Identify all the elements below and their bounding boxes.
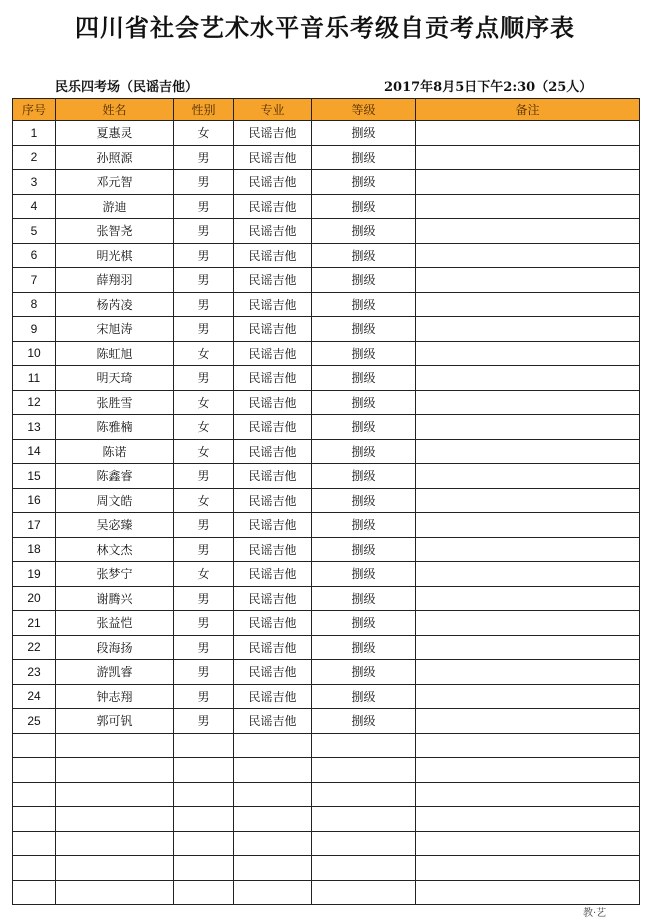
empty-cell <box>174 758 234 783</box>
candidate-level: 捌级 <box>312 194 416 219</box>
row-number: 5 <box>13 219 56 244</box>
empty-cell <box>13 782 56 807</box>
candidate-name: 陈鑫睿 <box>56 464 174 489</box>
candidate-level: 捌级 <box>312 513 416 538</box>
candidate-name: 钟志翔 <box>56 684 174 709</box>
candidate-level: 捌级 <box>312 684 416 709</box>
candidate-level: 捌级 <box>312 709 416 734</box>
candidate-level: 捌级 <box>312 635 416 660</box>
empty-cell <box>312 733 416 758</box>
candidate-gender: 男 <box>174 366 234 391</box>
candidate-major: 民谣吉他 <box>234 317 312 342</box>
candidate-name: 吴宓臻 <box>56 513 174 538</box>
candidate-table <box>12 98 640 905</box>
exam-room-label: 民乐四考场（民谣吉他） <box>55 80 199 95</box>
row-number: 16 <box>13 488 56 513</box>
candidate-gender: 男 <box>174 660 234 685</box>
empty-cell <box>174 807 234 832</box>
candidate-note <box>416 464 640 489</box>
candidate-level: 捌级 <box>312 415 416 440</box>
empty-cell <box>56 733 174 758</box>
row-number: 15 <box>13 464 56 489</box>
candidate-level: 捌级 <box>312 562 416 587</box>
row-number: 1 <box>13 121 56 146</box>
candidate-note <box>416 317 640 342</box>
candidate-name: 郭可钒 <box>56 709 174 734</box>
empty-cell <box>234 880 312 905</box>
empty-cell <box>416 782 640 807</box>
empty-cell <box>56 807 174 832</box>
candidate-note <box>416 586 640 611</box>
table-row <box>13 660 640 685</box>
empty-row <box>13 733 640 758</box>
candidate-note <box>416 194 640 219</box>
candidate-gender: 男 <box>174 586 234 611</box>
candidate-note <box>416 341 640 366</box>
candidate-gender: 男 <box>174 292 234 317</box>
row-number: 13 <box>13 415 56 440</box>
row-number: 23 <box>13 660 56 685</box>
candidate-name: 孙照源 <box>56 145 174 170</box>
table-header-row <box>13 99 640 121</box>
candidate-gender: 女 <box>174 121 234 146</box>
table-row <box>13 145 640 170</box>
empty-cell <box>234 733 312 758</box>
row-number: 9 <box>13 317 56 342</box>
candidate-level: 捌级 <box>312 170 416 195</box>
candidate-level: 捌级 <box>312 464 416 489</box>
candidate-note <box>416 219 640 244</box>
row-number: 6 <box>13 243 56 268</box>
candidate-gender: 男 <box>174 194 234 219</box>
table-row <box>13 562 640 587</box>
candidate-gender: 男 <box>174 170 234 195</box>
empty-cell <box>416 831 640 856</box>
candidate-gender: 女 <box>174 562 234 587</box>
candidate-name: 邓元智 <box>56 170 174 195</box>
table-row <box>13 390 640 415</box>
page-title: 四川省社会艺术水平音乐考级自贡考点顺序表 <box>75 14 575 42</box>
table-row <box>13 586 640 611</box>
candidate-gender: 女 <box>174 341 234 366</box>
candidate-level: 捌级 <box>312 537 416 562</box>
table-row <box>13 684 640 709</box>
candidate-gender: 男 <box>174 709 234 734</box>
candidate-major: 民谣吉他 <box>234 292 312 317</box>
candidate-note <box>416 537 640 562</box>
candidate-name: 宋旭涛 <box>56 317 174 342</box>
candidate-major: 民谣吉他 <box>234 390 312 415</box>
table-row <box>13 121 640 146</box>
candidate-note <box>416 439 640 464</box>
empty-cell <box>416 758 640 783</box>
candidate-level: 捌级 <box>312 488 416 513</box>
candidate-major: 民谣吉他 <box>234 170 312 195</box>
row-number: 14 <box>13 439 56 464</box>
empty-cell <box>56 831 174 856</box>
row-number: 18 <box>13 537 56 562</box>
candidate-level: 捌级 <box>312 121 416 146</box>
table-row <box>13 170 640 195</box>
empty-cell <box>56 856 174 881</box>
table-row <box>13 415 640 440</box>
candidate-name: 张胜雪 <box>56 390 174 415</box>
row-number: 21 <box>13 611 56 636</box>
empty-row <box>13 856 640 881</box>
candidate-level: 捌级 <box>312 341 416 366</box>
candidate-note <box>416 513 640 538</box>
empty-cell <box>174 831 234 856</box>
row-number: 4 <box>13 194 56 219</box>
candidate-note <box>416 170 640 195</box>
table-row <box>13 366 640 391</box>
candidate-major: 民谣吉他 <box>234 635 312 660</box>
candidate-note <box>416 243 640 268</box>
empty-cell <box>312 856 416 881</box>
candidate-name: 游迪 <box>56 194 174 219</box>
empty-row <box>13 758 640 783</box>
candidate-major: 民谣吉他 <box>234 243 312 268</box>
row-number: 20 <box>13 586 56 611</box>
table-row <box>13 513 640 538</box>
candidate-level: 捌级 <box>312 292 416 317</box>
candidate-note <box>416 268 640 293</box>
row-number: 3 <box>13 170 56 195</box>
empty-cell <box>312 807 416 832</box>
candidate-gender: 男 <box>174 317 234 342</box>
row-number: 7 <box>13 268 56 293</box>
candidate-name: 明光棋 <box>56 243 174 268</box>
column-header-major: 专业 <box>234 99 312 121</box>
candidate-major: 民谣吉他 <box>234 219 312 244</box>
table-row <box>13 635 640 660</box>
candidate-name: 周文皓 <box>56 488 174 513</box>
empty-cell <box>416 880 640 905</box>
candidate-major: 民谣吉他 <box>234 145 312 170</box>
row-number: 24 <box>13 684 56 709</box>
table-body <box>13 121 640 905</box>
candidate-gender: 女 <box>174 415 234 440</box>
empty-cell <box>13 807 56 832</box>
candidate-major: 民谣吉他 <box>234 194 312 219</box>
table-row <box>13 537 640 562</box>
candidate-major: 民谣吉他 <box>234 513 312 538</box>
empty-cell <box>174 856 234 881</box>
candidate-note <box>416 366 640 391</box>
table-row <box>13 317 640 342</box>
candidate-level: 捌级 <box>312 317 416 342</box>
candidate-name: 张智尧 <box>56 219 174 244</box>
empty-cell <box>174 880 234 905</box>
empty-cell <box>13 856 56 881</box>
table-row <box>13 464 640 489</box>
empty-cell <box>13 831 56 856</box>
candidate-major: 民谣吉他 <box>234 660 312 685</box>
candidate-name: 谢腾兴 <box>56 586 174 611</box>
candidate-name: 薛翔羽 <box>56 268 174 293</box>
candidate-gender: 女 <box>174 488 234 513</box>
candidate-name: 张益恺 <box>56 611 174 636</box>
candidate-level: 捌级 <box>312 611 416 636</box>
candidate-note <box>416 635 640 660</box>
candidate-level: 捌级 <box>312 660 416 685</box>
row-number: 19 <box>13 562 56 587</box>
candidate-major: 民谣吉他 <box>234 562 312 587</box>
candidate-name: 陈诺 <box>56 439 174 464</box>
column-header-no: 序号 <box>13 99 56 121</box>
row-number: 22 <box>13 635 56 660</box>
candidate-major: 民谣吉他 <box>234 464 312 489</box>
empty-cell <box>416 856 640 881</box>
exam-datetime: 2017年8月5日下午2:30（25人） <box>384 80 593 95</box>
empty-cell <box>234 856 312 881</box>
candidate-note <box>416 611 640 636</box>
table-row <box>13 219 640 244</box>
candidate-level: 捌级 <box>312 439 416 464</box>
candidate-gender: 女 <box>174 439 234 464</box>
empty-row <box>13 782 640 807</box>
column-header-name: 姓名 <box>56 99 174 121</box>
candidate-name: 张梦宁 <box>56 562 174 587</box>
empty-cell <box>234 782 312 807</box>
candidate-level: 捌级 <box>312 268 416 293</box>
candidate-gender: 男 <box>174 219 234 244</box>
table-row <box>13 709 640 734</box>
column-header-level: 等级 <box>312 99 416 121</box>
candidate-major: 民谣吉他 <box>234 341 312 366</box>
candidate-gender: 男 <box>174 243 234 268</box>
table-row <box>13 268 640 293</box>
candidate-name: 夏惠灵 <box>56 121 174 146</box>
candidate-level: 捌级 <box>312 390 416 415</box>
empty-cell <box>234 831 312 856</box>
empty-cell <box>174 733 234 758</box>
candidate-name: 段海扬 <box>56 635 174 660</box>
empty-cell <box>56 758 174 783</box>
column-header-gender: 性别 <box>174 99 234 121</box>
candidate-major: 民谣吉他 <box>234 488 312 513</box>
candidate-gender: 男 <box>174 513 234 538</box>
candidate-name: 陈雅楠 <box>56 415 174 440</box>
candidate-note <box>416 415 640 440</box>
empty-cell <box>312 880 416 905</box>
candidate-note <box>416 292 640 317</box>
empty-cell <box>13 733 56 758</box>
candidate-gender: 男 <box>174 268 234 293</box>
candidate-note <box>416 684 640 709</box>
candidate-level: 捌级 <box>312 219 416 244</box>
empty-cell <box>234 807 312 832</box>
row-number: 10 <box>13 341 56 366</box>
column-header-note: 备注 <box>416 99 640 121</box>
candidate-name: 林文杰 <box>56 537 174 562</box>
empty-cell <box>416 807 640 832</box>
candidate-level: 捌级 <box>312 366 416 391</box>
candidate-name: 陈虹旭 <box>56 341 174 366</box>
empty-cell <box>312 831 416 856</box>
row-number: 25 <box>13 709 56 734</box>
table-row <box>13 439 640 464</box>
candidate-level: 捌级 <box>312 243 416 268</box>
table-row <box>13 488 640 513</box>
empty-cell <box>312 758 416 783</box>
candidate-note <box>416 488 640 513</box>
candidate-name: 明天琦 <box>56 366 174 391</box>
row-number: 8 <box>13 292 56 317</box>
empty-cell <box>174 782 234 807</box>
empty-cell <box>56 782 174 807</box>
row-number: 2 <box>13 145 56 170</box>
candidate-major: 民谣吉他 <box>234 537 312 562</box>
table-row <box>13 194 640 219</box>
candidate-level: 捌级 <box>312 145 416 170</box>
candidate-level: 捌级 <box>312 586 416 611</box>
candidate-gender: 女 <box>174 390 234 415</box>
watermark-text: 教·艺 <box>583 908 607 919</box>
table-row <box>13 243 640 268</box>
candidate-major: 民谣吉他 <box>234 121 312 146</box>
candidate-gender: 男 <box>174 145 234 170</box>
candidate-major: 民谣吉他 <box>234 415 312 440</box>
candidate-gender: 男 <box>174 611 234 636</box>
candidate-major: 民谣吉他 <box>234 611 312 636</box>
empty-cell <box>416 733 640 758</box>
table-row <box>13 611 640 636</box>
row-number: 17 <box>13 513 56 538</box>
candidate-name: 杨芮凌 <box>56 292 174 317</box>
candidate-note <box>416 145 640 170</box>
candidate-major: 民谣吉他 <box>234 586 312 611</box>
table-row <box>13 341 640 366</box>
candidate-major: 民谣吉他 <box>234 684 312 709</box>
candidate-name: 游凯睿 <box>56 660 174 685</box>
table-row <box>13 292 640 317</box>
candidate-gender: 男 <box>174 537 234 562</box>
empty-row <box>13 831 640 856</box>
candidate-major: 民谣吉他 <box>234 268 312 293</box>
row-number: 11 <box>13 366 56 391</box>
empty-cell <box>56 880 174 905</box>
row-number: 12 <box>13 390 56 415</box>
candidate-major: 民谣吉他 <box>234 366 312 391</box>
candidate-note <box>416 121 640 146</box>
candidate-gender: 男 <box>174 635 234 660</box>
empty-row <box>13 880 640 905</box>
candidate-gender: 男 <box>174 684 234 709</box>
candidate-note <box>416 390 640 415</box>
candidate-note <box>416 562 640 587</box>
empty-cell <box>13 758 56 783</box>
empty-cell <box>234 758 312 783</box>
candidate-note <box>416 660 640 685</box>
candidate-gender: 男 <box>174 464 234 489</box>
empty-row <box>13 807 640 832</box>
candidate-major: 民谣吉他 <box>234 439 312 464</box>
candidate-note <box>416 709 640 734</box>
empty-cell <box>13 880 56 905</box>
candidate-major: 民谣吉他 <box>234 709 312 734</box>
empty-cell <box>312 782 416 807</box>
